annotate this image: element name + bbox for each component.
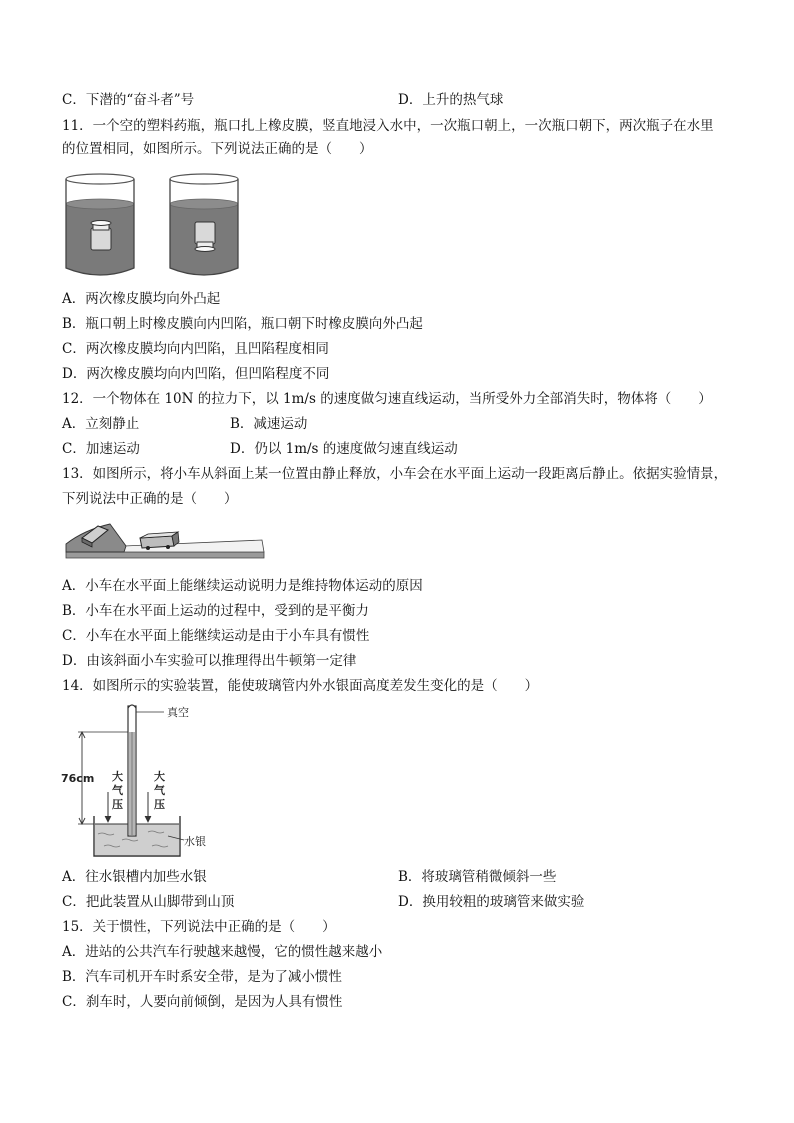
q11-stem-line2: 的位置相同，如图所示。下列说法正确的是（ ）	[62, 141, 373, 157]
q13-option-b: B．小车在水平面上运动的过程中，受到的是平衡力	[62, 603, 369, 619]
q11-option-b: B．瓶口朝上时橡皮膜向内凹陷，瓶口朝下时橡皮膜向外凸起	[62, 316, 423, 332]
q13-incline-figure	[64, 516, 268, 562]
q13-stem-line2: 下列说法中正确的是（ ）	[62, 491, 238, 507]
q15-option-a: A．进站的公共汽车行驶越来越慢，它的惯性越来越小	[62, 944, 383, 960]
q14-option-a: A．往水银槽内加些水银	[62, 869, 207, 885]
air-pressure-right	[145, 769, 166, 822]
q14-option-b: B．将玻璃管稍微倾斜一些	[398, 869, 557, 885]
q13-option-d: D．由该斜面小车实验可以推理得出牛顿第一定律	[62, 653, 357, 669]
q14-option-d: D．换用较粗的玻璃管来做实验	[398, 894, 585, 910]
q10-option-c: C．下潜的“奋斗者”号	[62, 92, 195, 108]
q14-option-c: C．把此装置从山脚带到山顶	[62, 894, 235, 910]
svg-text:气: 气	[112, 784, 123, 797]
beaker-right	[170, 174, 238, 275]
q14-stem: 14．如图所示的实验装置，能使玻璃管内外水银面高度差发生变化的是（ ）	[62, 678, 539, 694]
q12-option-c: C．加速运动	[62, 441, 140, 457]
q12-option-a: A．立刻静止	[62, 416, 140, 432]
svg-text:压: 压	[154, 798, 165, 811]
q15-option-b: B．汽车司机开车时系安全带，是为了减小惯性	[62, 969, 342, 985]
q12-option-b: B．减速运动	[230, 416, 308, 432]
air-pressure-left	[105, 769, 124, 822]
q14-torricelli-figure	[60, 700, 230, 864]
q11-stem-line1: 11．一个空的塑料药瓶，瓶口扎上橡皮膜，竖直地浸入水中，一次瓶口朝上，一次瓶口朝下，两次瓶子在水里	[62, 118, 714, 134]
q15-stem: 15．关于惯性，下列说法中正确的是（ ）	[62, 919, 336, 935]
q13-stem-line1: 13．如图所示，将小车从斜面上某一位置由静止释放，小车会在水平面上运动一段距离后静止。依据实验情景，	[62, 466, 728, 482]
height-label: 76cm	[61, 772, 95, 785]
q11-bottles-figure	[62, 168, 252, 284]
mercury-label: 水银	[184, 835, 206, 848]
q12-option-d: D．仍以 1m/s 的速度做匀速直线运动	[230, 441, 458, 457]
svg-text:压: 压	[112, 798, 123, 811]
q13-option-a: A．小车在水平面上能继续运动说明力是维持物体运动的原因	[62, 578, 423, 594]
q11-option-c: C．两次橡皮膜均向内凹陷，且凹陷程度相同	[62, 341, 329, 357]
q10-option-d: D．上升的热气球	[398, 92, 504, 108]
svg-text:大: 大	[154, 770, 165, 783]
q11-option-a: A．两次橡皮膜均向外凸起	[62, 291, 221, 307]
vacuum-label: 真空	[167, 706, 189, 719]
svg-text:大: 大	[112, 770, 123, 783]
q13-option-c: C．小车在水平面上能继续运动是由于小车具有惯性	[62, 628, 370, 644]
q11-option-d: D．两次橡皮膜均向内凹陷，但凹陷程度不同	[62, 366, 330, 382]
svg-text:气: 气	[154, 784, 165, 797]
q12-stem: 12．一个物体在 10N 的拉力下，以 1m/s 的速度做匀速直线运动，当所受外力全部消失时，物体将（ ）	[62, 391, 712, 407]
beaker-left	[66, 174, 134, 275]
q15-option-c: C．刹车时，人要向前倾倒，是因为人具有惯性	[62, 994, 343, 1010]
